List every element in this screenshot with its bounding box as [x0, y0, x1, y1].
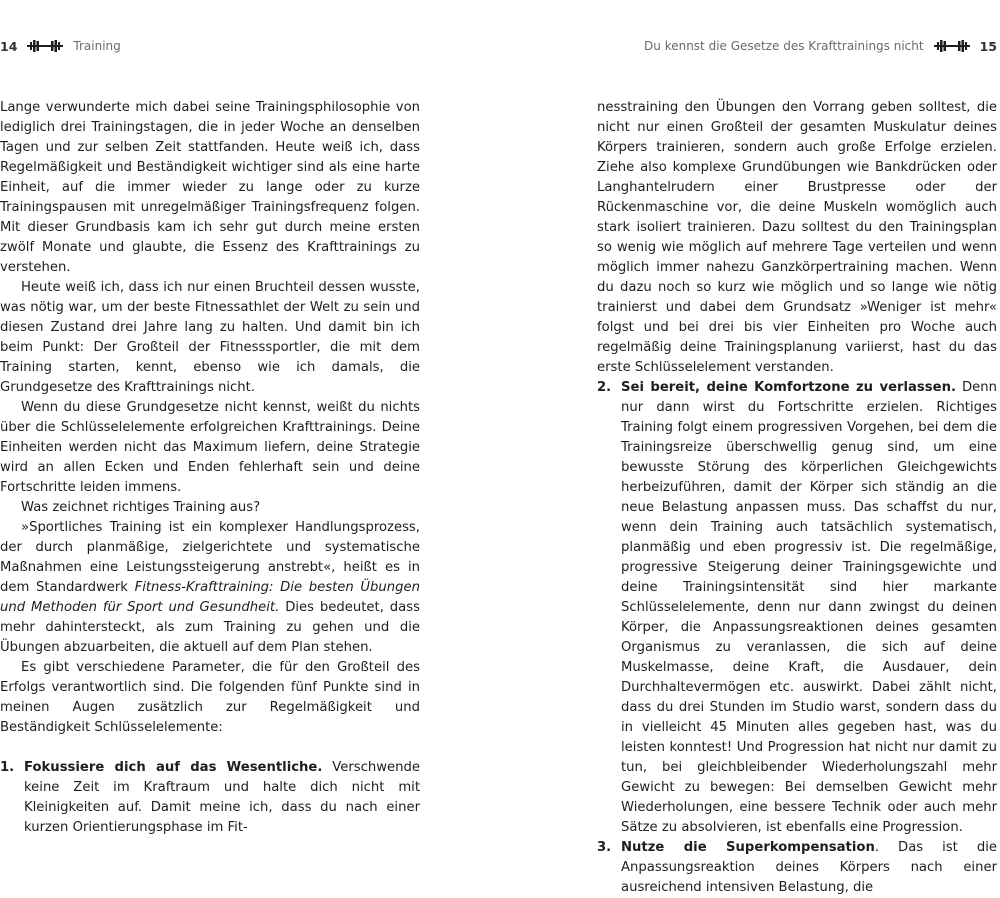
list-item: [597, 378, 997, 838]
list-number: 3.: [597, 840, 612, 855]
list-item-continued: nesstraining den Übungen den Vorrang geben solltest, die nicht nur einen Großteil der gesamten Muskulatur deines Körpers trainieren, sondern auch große Erfolge erzielen. Ziehe also komplexe Grundübungen wie Bankdrücken oder Langhantelrudern einer Brustpresse oder der Rückenmaschine vor, die deine Muskeln womöglich auch stark isoliert trainieren. Dazu solltest du den Trainingsplan so wenig wie möglich auf mehrere Tage verteilen und wenn möglich immer nahezu Ganzkörpertraining machen. Wenn du dazu noch so kurz wie möglich und so lange wie nötig trainierst und dabei dem Grundsatz »Weniger ist mehr« folgst und bei drei bis vier Einheiten pro Woche auch regelmäßig deine Trainingsplanung variierst, hast du das erste Schlüsselelement verstanden.: [597, 100, 997, 375]
paragraph: [0, 518, 420, 658]
list-item: [0, 758, 420, 838]
paragraph: Es gibt verschiedene Parameter, die für den Großteil des Erfolgs verantwortlich sind. Die folgenden fünf Punkte sind in meinen Augen zusätzlich zur Regelmäßigkeit und Beständigkeit Schlüsselelemente:: [0, 660, 420, 735]
paragraph-text: Dies bedeutet, dass mehr dahintersteckt, als zum Training zu gehen und die Übungen abzuarbeiten, die aktuell auf dem Plan stehen.: [0, 600, 421, 655]
dumbbell-icon: [27, 39, 63, 53]
left-page-number: 14: [0, 38, 18, 54]
list-text: . Das ist die Anpassungsreaktion deines Körpers nach einer ausreichend intensiven Belastung, die: [621, 840, 997, 895]
list-text: Denn nur dann wirst du Fortschritte erzielen. Richtiges Training folgt einem progressiven Vorgehen, bei dem die Trainingsreize überschwellig genug sind, um eine bewusste Störung des körperlichen Gleichgewichts herbeizuführen, damit der Körper sich ständig an die neue Belastung anpassen muss. Das schaffst du nur, wenn dein Training auch tatsächlich systematisch, planmäßig und eben progressiv ist. Die regelmäßige, progressive Steigerung deiner Trainingsgewichte und deine Trainingsintensität sind hier markante Schlüsselelemente, denn nur dann zwingst du deinen Körper, die Anpassungsreaktionen deines gesamten Organismus zu veranlassen, die sich auf deine Muskelmasse, deine Kraft, die Ausdauer, dein Durchhaltevermögen etc. auswirkt. Dabei zählt nicht, dass du drei Stunden im Studio warst, sondern dass du in vielleicht 45 Minuten alles gegeben hast, was du leisten konntest! Und Progression hat nicht nur damit zu tun, bei gleichbleibender Wiederholungszahl mehr Gewicht zu bewegen: Bei demselben Gewicht mehr Wiederholungen, eine bessere Technik oder auch mehr Sätze zu absolvieren, ist ebenfalls eine Progression.: [621, 380, 997, 835]
list-number: 2.: [597, 380, 612, 395]
right-running-title: Du kennst die Gesetze des Krafttrainings nicht: [644, 39, 924, 53]
list-heading: Sei bereit, deine Komfortzone zu verlassen.: [621, 380, 956, 395]
right-page: [500, 0, 1000, 895]
dumbbell-icon: [934, 39, 970, 53]
list-item: [597, 838, 997, 898]
left-running-title: Training: [73, 39, 121, 53]
paragraph: Heute weiß ich, dass ich nur einen Bruchteil dessen wusste, was nötig war, um der beste Fitnessathlet der Welt zu sein und diesen Zustand drei Jahre lang zu halten. Und damit bin ich beim Punkt: Der Großteil der Fitnesssportler, die mit dem Training starten, kennt, ebenso wie ich damals, die Grundgesetze des Krafttrainings nicht.: [0, 280, 420, 395]
book-title: Fitness-Krafttraining: Die besten Übungen und Methoden für Sport und Gesundheit.: [0, 580, 420, 615]
left-page-header: [0, 36, 121, 56]
right-body: [597, 98, 997, 898]
paragraph: Wenn du diese Grundgesetze nicht kennst, weißt du nichts über die Schlüsselelemente erfolgreichen Krafttrainings. Deine Einheiten werden nicht das Maximum liefern, deine Strategie wird an allen Ecken und Enden fehlerhaft sein und deine Fortschritte leiden immens.: [0, 400, 420, 495]
paragraph: Was zeichnet richtiges Training aus?: [21, 500, 261, 515]
paragraph-text: »Sportliches Training ist ein komplexer Handlungsprozess, der durch planmäßige, zielgerichtete und systematische Maßnahmen eine Leistungssteigerung anstrebt«, heißt es in dem Standardwerk: [0, 520, 420, 595]
right-page-header: [644, 36, 1000, 56]
list-heading: Nutze die Superkompensation: [621, 840, 875, 855]
list-number: 1.: [0, 760, 15, 775]
list-heading: Fokussiere dich auf das Wesentliche.: [24, 760, 323, 775]
left-page: [0, 0, 500, 835]
paragraph: Lange verwunderte mich dabei seine Trainingsphilosophie von lediglich drei Trainingstagen, die in jeder Woche an denselben Tagen und zur selben Zeit stattfanden. Heute weiß ich, dass Regelmäßigkeit und Beständigkeit wichtiger sind als eine harte Einheit, auf die immer wieder zu lange oder zu kurze Trainingspausen mit unregelmäßiger Trainingsfrequenz folgen. Mit dieser Grundbasis kam ich sehr gut durch meine ersten zwölf Monate und glaubte, die Essenz des Krafttrainings zu verstehen.: [0, 100, 420, 275]
right-page-number: 15: [979, 38, 997, 54]
list-text: Verschwende keine Zeit im Kraftraum und halte dich nicht mit Kleinigkeiten auf. Damit meine ich, dass du nach einer kurzen Orientierungsphase im Fit-: [24, 760, 420, 835]
left-body: [0, 98, 420, 838]
